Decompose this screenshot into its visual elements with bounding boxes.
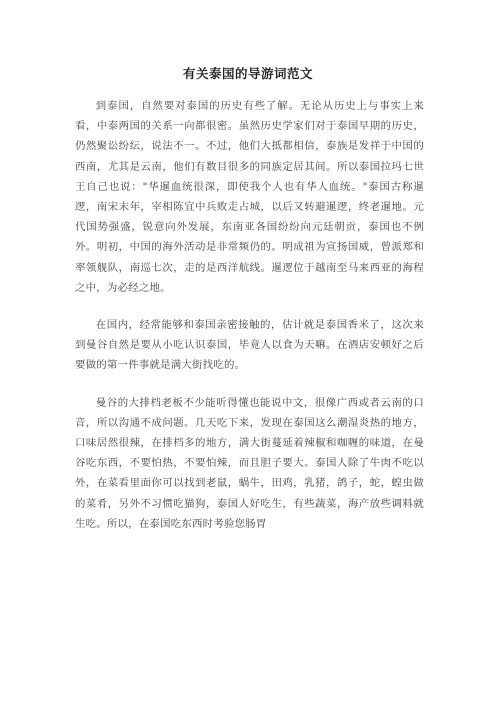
paragraph-history: 到泰国，自然要对泰国的历史有些了解。无论从历史上与事实上来看，中泰两国的关系一向都很密。虽然历史学家们对于泰国早期的历史，仍然聚讼纷纭，说法不一。不过，他们大抵都相信，泰族是发祥于中国的西南，尤其是云南，他们有数目很多的同族定居其间。所以泰国拉玛七世王自己也说："华暹血统很深，即使我个人也有华人血统。"泰国古称暹逻，南宋末年，宰相陈宜中兵败走占城，以后又转避暹逻，终老暹地。元代国势强盛，锐意向外发展，东南亚各国纷纷向元廷朝贡，泰国也不例外。明初，中国的海外活动是非常频仍的。明成祖为宣扬国威，曾派郑和率领舰队，南巡七次，走的是西洋航线。暹逻位于越南至马来西亚的海程之中，为必经之地。 bbox=[75, 100, 424, 294]
paragraph-food: 曼谷的大排档老板不少能听得懂也能说中文，很像广西或者云南的口音，所以沟通不成问题。几天吃下来，发现在泰国这么潮湿炎热的地方，口味居然很辣，在排档多的地方，满大街蔓延着辣椒和咖喱的味道，在曼谷吃东西，不要怕热，不要怕辣，而且胆子要大。泰国人除了牛肉不吃以外，在菜看里面你可以找到老鼠，蜗牛，田鸡，乳猪，鸽子，蛇，蝗虫做的菜肴，另外不习惯吃猫狗，泰国人好吃生，有些蔬菜，海产放些调料就生吃。所以，在泰国吃东西时考验您肠胃 bbox=[75, 396, 424, 530]
paragraph-rice: 在国内，经常能够和泰国亲密接触的，估计就是泰国香米了，这次来到曼谷自然是要从小吃认识泰国，毕竟人以食为天嘛。在酒店安顿好之后要做的第一件事就是满大街找吃的。 bbox=[75, 319, 424, 372]
document-title: 有关泰国的导游词范文 bbox=[182, 66, 313, 81]
document-body bbox=[75, 96, 424, 551]
